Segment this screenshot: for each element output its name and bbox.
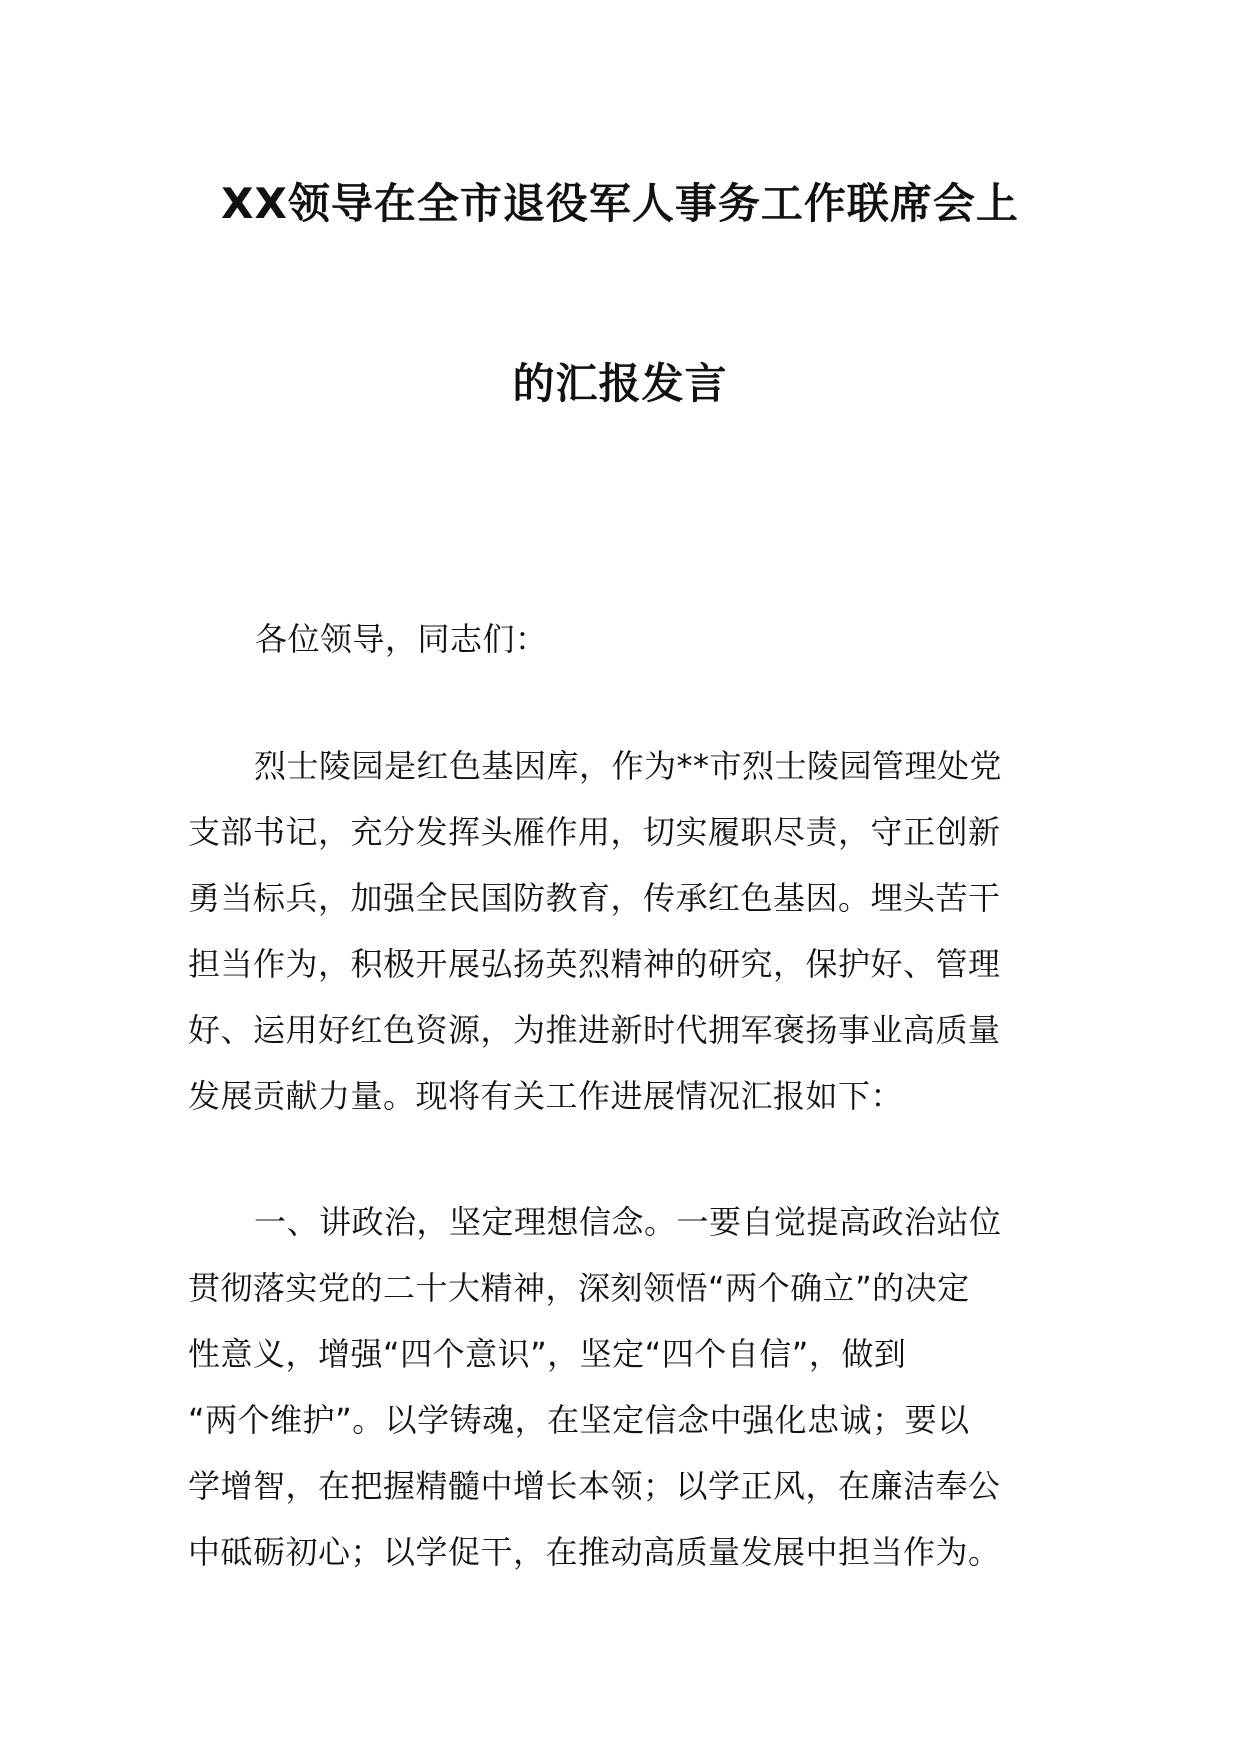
paragraph-line: 中砥砺初心；以学促干，在推动高质量发展中担当作为。 [188, 1533, 1001, 1571]
paragraph-line: 发展贡献力量。现将有关工作进展情况汇报如下： [188, 1077, 904, 1115]
paragraph-line: 烈士陵园是红色基因库，作为**市烈士陵园管理处党 [254, 747, 1003, 785]
document-title-line-1: XX领导在全市退役军人事务工作联席会上 [221, 179, 1019, 228]
paragraph-line: 勇当标兵，加强全民国防教育，传承红色基因。埋头苦干 [188, 879, 1001, 917]
paragraph-line: 担当作为，积极开展弘扬英烈精神的研究，保护好、管理 [188, 945, 1001, 983]
paragraph-line: 学增智，在把握精髓中增长本领；以学正风，在廉洁奉公 [188, 1467, 1001, 1505]
paragraph-line: 一、讲政治，坚定理想信念。一要自觉提高政治站位 [254, 1203, 1002, 1241]
paragraph-line: 性意义，增强“四个意识”，坚定“四个自信”，做到 [188, 1335, 907, 1373]
paragraph-line: 好、运用好红色资源，为推进新时代拥军褒扬事业高质量 [188, 1011, 1001, 1049]
paragraph-line: 贯彻落实党的二十大精神，深刻领悟“两个确立”的决定 [188, 1269, 970, 1307]
document-title-line-2: 的汇报发言 [512, 359, 728, 408]
paragraph-line: “两个维护”。以学铸魂，在坚定信念中强化忠诚；要以 [188, 1401, 970, 1439]
salutation: 各位领导，同志们： [255, 620, 548, 658]
paragraph-intro [188, 733, 1054, 1129]
paragraph-section-1 [188, 1189, 1054, 1585]
paragraph-line: 支部书记，充分发挥头雁作用，切实履职尽责，守正创新 [188, 813, 1001, 851]
